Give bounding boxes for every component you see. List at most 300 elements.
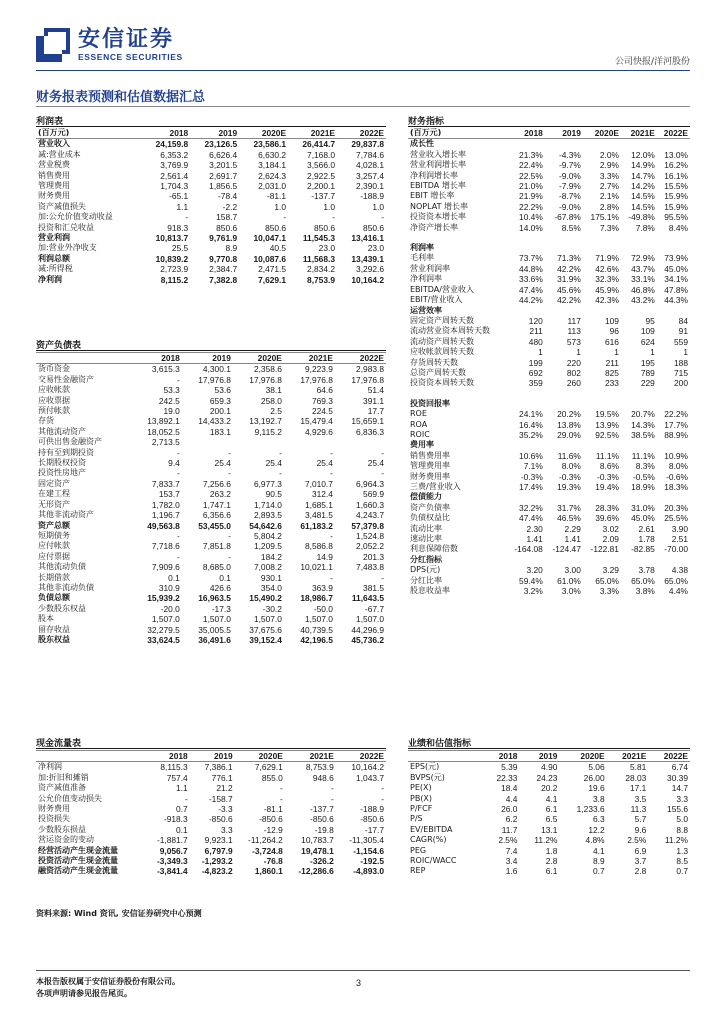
year-header-cell: 2018: [507, 128, 545, 139]
value-cell: 25.5: [171, 243, 189, 254]
value-cell: 90.5: [265, 489, 282, 500]
value-cell: 1,660.3: [356, 499, 384, 510]
year-header-cell: 2021E: [288, 128, 337, 139]
value-cell: 15,490.2: [249, 593, 282, 604]
value-cell: 573: [566, 336, 581, 347]
row-label: REP: [410, 866, 426, 876]
value-cell: -850.6: [310, 814, 334, 825]
value-cell: 3.7: [634, 856, 647, 867]
value-cell: 850.6: [265, 222, 287, 233]
value-cell: 2.7%: [599, 181, 619, 192]
value-cell: -: [381, 447, 384, 458]
value-cell: 2.51: [671, 534, 688, 545]
value-cell: 17.4%: [519, 482, 543, 492]
value-cell: [507, 440, 545, 450]
value-cell: 14.7: [671, 783, 688, 794]
value-cell: 1.1: [176, 783, 188, 794]
value-cell: [507, 306, 545, 316]
row-label: 可供出售金融资产: [38, 437, 102, 447]
value-cell: 10,087.6: [253, 253, 287, 264]
value-cell: [583, 399, 621, 409]
table-row: [36, 814, 386, 824]
row-label: 存货周转天数: [410, 357, 458, 367]
row-label: 速动比率: [410, 534, 442, 544]
value-cell: 42.2%: [557, 295, 581, 306]
value-cell: [621, 555, 657, 565]
value-cell: -: [184, 793, 188, 804]
value-cell: 1,507.0: [253, 614, 282, 625]
value-cell: 11.1%: [595, 450, 619, 461]
value-cell: 26.00: [583, 772, 605, 783]
value-cell: 2,922.5: [307, 170, 335, 181]
value-cell: -1,293.2: [201, 856, 233, 867]
year-header-cell: 2020E: [239, 128, 288, 139]
value-cell: -: [330, 783, 334, 794]
value-cell: 38.5%: [631, 429, 655, 440]
year-header-cell: 2022E: [336, 751, 386, 762]
value-cell: 61.0%: [557, 575, 581, 586]
table-row: [408, 524, 690, 534]
value-cell: [545, 139, 583, 150]
table-row: [36, 212, 386, 222]
value-cell: 2.29: [564, 523, 581, 534]
value-cell: 3.02: [602, 523, 619, 534]
value-cell: -0.5%: [632, 471, 655, 482]
table-row: [36, 171, 386, 181]
table-row: [408, 285, 690, 295]
row-label: 营业税费: [38, 160, 70, 170]
value-cell: 28.3%: [595, 502, 619, 513]
value-cell: 71.9%: [595, 253, 619, 264]
value-cell: 16,963.5: [198, 593, 231, 604]
row-label: 在建工程: [38, 489, 70, 499]
table-row: [408, 368, 690, 378]
year-header-cell: 2022E: [657, 128, 690, 139]
value-cell: 44.3%: [664, 295, 688, 306]
row-label: 存货: [38, 416, 54, 426]
value-cell: 7,784.6: [356, 149, 384, 160]
value-cell: 11.3: [630, 804, 647, 815]
value-cell: 7,386.1: [204, 762, 233, 773]
table-row: [408, 825, 690, 835]
table-row: [408, 856, 690, 866]
value-cell: 13.1: [541, 824, 558, 835]
value-cell: 33.6%: [519, 274, 543, 285]
value-cell: 310.9: [158, 582, 180, 593]
value-cell: 1,856.5: [209, 181, 238, 192]
value-cell: [657, 389, 690, 399]
table-row: [408, 295, 690, 305]
row-label: [408, 389, 507, 399]
row-label: 短期债务: [38, 530, 70, 540]
value-cell: 3.8%: [635, 586, 655, 597]
table-header-row: [36, 353, 386, 364]
row-label: 管理费用: [38, 181, 70, 191]
value-cell: 3.78: [638, 565, 655, 576]
value-cell: 3.0%: [561, 586, 581, 597]
header-unit-cell: [36, 353, 131, 364]
row-label: BVPS(元): [410, 772, 445, 782]
value-cell: -0.6%: [666, 471, 688, 482]
value-cell: -: [330, 572, 333, 583]
row-label: 净利润增长率: [410, 170, 458, 180]
value-cell: 8.0%: [668, 461, 688, 472]
value-cell: 1: [650, 347, 655, 358]
value-cell: 2.1%: [599, 191, 619, 202]
value-cell: 2,471.5: [258, 264, 287, 275]
value-cell: 45.0%: [631, 513, 655, 524]
value-cell: -19.8: [314, 824, 334, 835]
value-cell: 4,300.1: [202, 364, 231, 375]
value-cell: [583, 306, 621, 316]
row-label: 毛利率: [410, 253, 434, 263]
value-cell: -2.2: [222, 201, 238, 212]
value-cell: 20.3%: [664, 502, 688, 513]
value-cell: 13,416.1: [351, 233, 384, 244]
year-header-cell: 2021E: [607, 751, 649, 762]
row-label: 营运资金的变动: [38, 835, 94, 845]
value-cell: 0.7: [676, 866, 688, 877]
value-cell: -4,823.2: [201, 866, 233, 877]
table-row: [36, 573, 386, 583]
table-row: [408, 804, 690, 814]
value-cell: [507, 243, 545, 253]
value-cell: 13.9%: [595, 419, 619, 430]
table-row: [408, 773, 690, 783]
value-cell: [545, 440, 583, 450]
table-row: [36, 254, 386, 264]
value-cell: 10.9%: [664, 450, 688, 461]
value-cell: 2,358.6: [253, 364, 282, 375]
year-header-cell: 2019: [545, 128, 583, 139]
table-row: [408, 544, 690, 554]
row-label: 管理费用率: [410, 461, 450, 471]
value-cell: 11.2%: [664, 835, 688, 846]
year-header-cell: 2019: [182, 353, 233, 364]
value-cell: 88.9%: [664, 429, 688, 440]
value-cell: -3,349.3: [156, 856, 188, 867]
header-unit-cell: (百万元): [408, 128, 507, 139]
value-cell: -3,724.8: [252, 845, 283, 856]
value-cell: -: [332, 212, 335, 223]
value-cell: -4.3%: [558, 149, 581, 160]
value-cell: 72.9%: [631, 253, 655, 264]
value-cell: 6.2: [505, 814, 518, 825]
value-cell: 2,691.7: [209, 170, 238, 181]
value-cell: 480: [528, 336, 543, 347]
value-cell: [545, 306, 583, 316]
value-cell: 31.9%: [557, 274, 581, 285]
value-cell: 789: [640, 367, 655, 378]
year-header-cell: 2022E: [335, 353, 386, 364]
footer-declaration: 各项声明请参见报告尾页。: [36, 989, 132, 998]
value-cell: [583, 233, 621, 243]
value-cell: [507, 233, 545, 243]
value-cell: [545, 399, 583, 409]
value-cell: -76.8: [263, 856, 283, 867]
table-row: [36, 406, 386, 416]
value-cell: 46.8%: [631, 284, 655, 295]
year-header-cell: 2018: [131, 353, 182, 364]
value-cell: 850.6: [314, 222, 335, 233]
row-label: 总资产周转天数: [410, 367, 466, 377]
row-label: 少数股东损益: [38, 824, 86, 834]
value-cell: 10,813.7: [155, 233, 189, 244]
row-label: 其他非流动负债: [38, 582, 94, 592]
table-row: [408, 482, 690, 492]
table-row: [36, 489, 386, 499]
year-header-cell: 2020E: [233, 353, 284, 364]
value-cell: 3.90: [671, 523, 688, 534]
value-cell: 19.3%: [557, 482, 581, 492]
value-cell: 39,152.4: [249, 634, 282, 645]
value-cell: -: [228, 551, 231, 562]
value-cell: 9,761.9: [209, 233, 238, 244]
row-label: 三费/营业收入: [410, 482, 461, 491]
value-cell: 25.4: [214, 458, 231, 469]
value-cell: 1,714.0: [253, 499, 282, 510]
value-cell: -9.7%: [558, 160, 581, 171]
value-cell: 16.2%: [664, 160, 688, 171]
indicators-title-rule: [408, 126, 690, 127]
value-cell: 32,279.5: [147, 624, 180, 635]
value-cell: -81.1: [266, 191, 287, 202]
table-row: [36, 233, 386, 243]
value-cell: [507, 139, 545, 150]
value-cell: 7,629.1: [254, 762, 283, 773]
value-cell: 10.6%: [519, 450, 543, 461]
table-row: [408, 202, 690, 212]
year-header-cell: 2019: [190, 128, 239, 139]
value-cell: 22.2%: [664, 409, 688, 420]
value-cell: -11,305.4: [349, 835, 384, 846]
value-cell: 59.4%: [519, 575, 543, 586]
value-cell: -49.8%: [628, 212, 655, 223]
year-header-cell: 2021E: [284, 353, 335, 364]
value-cell: [507, 492, 545, 502]
year-header-cell: 2022E: [337, 128, 386, 139]
value-cell: 5.7: [634, 814, 647, 825]
table-row: [36, 479, 386, 489]
value-cell: -164.08: [514, 544, 543, 555]
value-cell: 381.5: [363, 582, 384, 593]
value-cell: 20.7%: [631, 409, 655, 420]
value-cell: 9.6: [634, 824, 647, 835]
table-row: [408, 565, 690, 575]
value-cell: 17,976.8: [198, 374, 231, 385]
value-cell: -12,286.6: [298, 866, 334, 877]
value-cell: 4,929.6: [304, 426, 333, 437]
value-cell: 91: [678, 326, 688, 337]
value-cell: 39.6%: [595, 513, 619, 524]
value-cell: 1,233.6: [576, 804, 605, 815]
cashflow-statement-table: [36, 750, 386, 877]
value-cell: -: [283, 212, 287, 223]
table-row: [36, 150, 386, 160]
value-cell: 7,010.7: [304, 478, 333, 489]
row-label: 流动营业资本周转天数: [410, 326, 490, 336]
year-header-cell: 2020E: [583, 128, 621, 139]
value-cell: 1.6: [505, 866, 518, 877]
table-row: [36, 635, 386, 645]
row-label: 利润总额: [38, 253, 70, 263]
value-cell: 918.3: [167, 222, 189, 233]
value-cell: -12.9: [263, 824, 283, 835]
table-header-row: [408, 128, 690, 139]
value-cell: 2.61: [638, 523, 655, 534]
value-cell: 5,804.2: [253, 530, 282, 541]
value-cell: 1,524.8: [356, 530, 384, 541]
value-cell: [657, 306, 690, 316]
value-cell: 31.0%: [631, 502, 655, 513]
table-row: [408, 358, 690, 368]
value-cell: 8.5%: [561, 222, 581, 233]
table-row: [36, 856, 386, 866]
value-cell: 11,568.3: [302, 253, 335, 264]
value-cell: 1.41: [564, 534, 581, 545]
value-cell: -67.7: [364, 603, 384, 614]
row-label: 股本: [38, 614, 54, 624]
value-cell: -137.7: [310, 804, 334, 815]
logo-english-name: ESSENCE SECURITIES: [78, 52, 183, 62]
table-row: [408, 223, 690, 233]
value-cell: [621, 243, 657, 253]
table-row: [36, 437, 386, 447]
value-cell: 24,159.8: [155, 139, 189, 150]
value-cell: [583, 389, 621, 399]
table-row: [408, 326, 690, 336]
value-cell: 95.5%: [664, 212, 688, 223]
value-cell: 391.1: [363, 395, 384, 406]
table-row: [36, 773, 386, 783]
value-cell: -17.7: [364, 824, 384, 835]
balance-sheet-title: 资产负债表: [36, 341, 82, 351]
table-row: [36, 583, 386, 593]
table-row: [408, 171, 690, 181]
title-divider: [36, 106, 690, 107]
value-cell: 3.20: [526, 565, 543, 576]
value-cell: 120: [528, 315, 543, 326]
value-cell: 1,507.0: [356, 614, 384, 625]
row-label: 销售费用率: [410, 450, 450, 460]
value-cell: 7,909.6: [151, 562, 180, 573]
value-cell: 7,718.6: [151, 541, 180, 552]
value-cell: -: [381, 212, 384, 223]
value-cell: [284, 437, 335, 447]
value-cell: [657, 243, 690, 253]
table-section-row: [408, 555, 690, 565]
table-row: [36, 264, 386, 274]
value-cell: 659.3: [209, 395, 231, 406]
table-row: [408, 762, 690, 773]
value-cell: 44.8%: [519, 263, 543, 274]
value-cell: 23,586.1: [253, 139, 287, 150]
header-unit-cell: (百万元): [36, 128, 141, 139]
value-cell: 49,563.8: [147, 520, 180, 531]
value-cell: 23,126.5: [204, 139, 238, 150]
value-cell: 616: [604, 336, 619, 347]
value-cell: 65.0%: [631, 575, 655, 586]
value-cell: 24.1%: [519, 409, 543, 420]
row-label: ROIC: [410, 429, 430, 439]
value-cell: 184.2: [260, 551, 282, 562]
value-cell: 61,183.2: [300, 520, 333, 531]
value-cell: 175.1%: [590, 212, 619, 223]
value-cell: -192.5: [360, 856, 384, 867]
value-cell: -: [279, 468, 282, 479]
value-cell: [657, 233, 690, 243]
value-cell: 6,964.3: [356, 478, 384, 489]
row-label: 投资资本增长率: [410, 212, 466, 222]
value-cell: 3,184.1: [258, 160, 287, 171]
value-cell: 8.5: [676, 856, 688, 867]
table-row: [408, 264, 690, 274]
value-cell: 802: [566, 367, 581, 378]
value-cell: [657, 139, 690, 150]
value-cell: 3.4: [505, 856, 518, 867]
row-label: 营业收入增长率: [410, 149, 466, 159]
value-cell: 9,056.7: [159, 845, 188, 856]
value-cell: 21.0%: [519, 181, 543, 192]
table-row: [36, 866, 386, 876]
value-cell: -137.7: [311, 191, 335, 202]
table-row: [36, 783, 386, 793]
table-row: [36, 614, 386, 624]
value-cell: 57,379.8: [351, 520, 384, 531]
value-cell: 4.4%: [668, 586, 688, 597]
balance-sheet-table: [36, 352, 386, 645]
value-cell: 850.6: [363, 222, 384, 233]
value-cell: 2,052.2: [356, 541, 384, 552]
value-cell: 51.4: [367, 385, 384, 396]
value-cell: 42.6%: [595, 263, 619, 274]
row-label: 加:营业外净收支: [38, 243, 97, 253]
value-cell: 43.7%: [631, 263, 655, 274]
value-cell: 199: [528, 357, 543, 368]
value-cell: -8.7%: [558, 191, 581, 202]
value-cell: 1,507.0: [304, 614, 333, 625]
table-row: [36, 223, 386, 233]
footer-divider: [36, 970, 690, 971]
table-row: [408, 783, 690, 793]
value-cell: 1.0: [274, 201, 287, 212]
cashflow-statement-title: 现金流量表: [36, 739, 82, 749]
row-label: 应付票据: [38, 551, 70, 561]
value-cell: 18,052.5: [147, 426, 180, 437]
value-cell: 19.0: [163, 406, 180, 417]
value-cell: 1.0: [372, 201, 384, 212]
value-cell: 17.7%: [664, 419, 688, 430]
value-cell: 1,043.7: [356, 772, 384, 783]
row-label: 减:营业成本: [38, 149, 81, 159]
value-cell: -: [330, 793, 334, 804]
value-cell: 1.41: [526, 534, 543, 545]
value-cell: -: [330, 447, 333, 458]
row-label: 流动比率: [410, 523, 442, 533]
row-label: ROA: [410, 419, 428, 429]
year-header-cell: 2021E: [621, 128, 657, 139]
value-cell: 158.7: [216, 212, 238, 223]
value-cell: 5.81: [629, 762, 647, 773]
value-cell: -: [185, 212, 189, 223]
table-row: [408, 420, 690, 430]
table-row: [408, 835, 690, 845]
value-cell: 33,624.5: [147, 634, 180, 645]
value-cell: 10,783.7: [301, 835, 334, 846]
value-cell: -3.3: [218, 804, 233, 815]
value-cell: 3,769.9: [160, 160, 189, 171]
value-cell: -0.3%: [558, 471, 581, 482]
